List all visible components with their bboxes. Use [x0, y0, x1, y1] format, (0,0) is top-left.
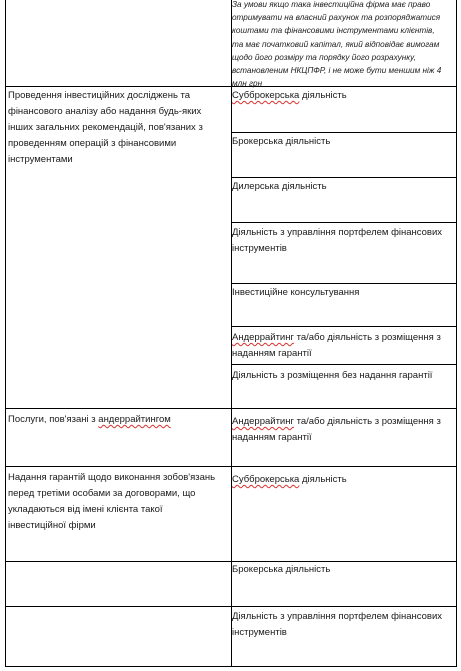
activity-placement-no-guarantee: Діяльність з розміщення без надання гарантії [232, 370, 433, 381]
row-divider [5, 606, 457, 607]
cell-divider [231, 326, 457, 327]
cell-divider [231, 364, 457, 365]
activity-brokerage: Брокерська діяльність [232, 136, 331, 147]
capital-requirement-note: За умови якщо така інвестиційна фірма має право отримувати на власний рахунок та розпоряджатися коштами та фінансовими інструментами клієнтів, та має початковий капітал, який відповідає вимогам щодо його розміру та порядку його розрахунку, встановленим НКЦПФР, і не може бути меншим ніж 4 млн грн [232, 0, 442, 89]
row-divider [5, 408, 457, 409]
activity-underwriting-guarantee: Андеррайтинг та/або діяльність з розміщення з наданням гарантії [232, 332, 441, 359]
cell-divider [231, 222, 457, 223]
table-border-bottom [5, 666, 457, 667]
activity-portfolio-management: Діяльність з управління портфелем фінансових інструментів [232, 227, 443, 254]
activity-subbrokerage: Субброкерська діяльність [232, 90, 347, 101]
activity-investment-consulting: Інвестиційне консультування [232, 287, 360, 298]
row-divider [5, 466, 457, 467]
service-guarantees: Надання гарантій щодо виконання зобов'язань перед третіми особами за договорами, що укладаються від імені клієнта такої інвестиційної фірми [8, 472, 216, 531]
cell-divider [231, 132, 457, 133]
table-border-right [456, 0, 457, 667]
activity-portfolio-management: Діяльність з управління портфелем фінансових інструментів [232, 611, 443, 638]
activity-dealer: Дилерська діяльність [232, 181, 327, 192]
activity-brokerage: Брокерська діяльність [232, 564, 331, 575]
service-underwriting: Послуги, пов'язані з андеррайтингом [8, 414, 171, 425]
service-investment-research: Проведення інвестиційних досліджень та фінансового аналізу або надання будь-яких інших загальних рекомендацій, пов'язаних з проведенням операцій з фінансовими інструментами [8, 90, 203, 165]
cell-divider [231, 283, 457, 284]
activity-subbrokerage: Субброкерська діяльність [232, 474, 347, 485]
table-border-left [5, 0, 6, 667]
cell-divider [231, 177, 457, 178]
activity-underwriting-guarantee: Андеррайтинг та/або діяльність з розміщення з наданням гарантії [232, 416, 441, 443]
